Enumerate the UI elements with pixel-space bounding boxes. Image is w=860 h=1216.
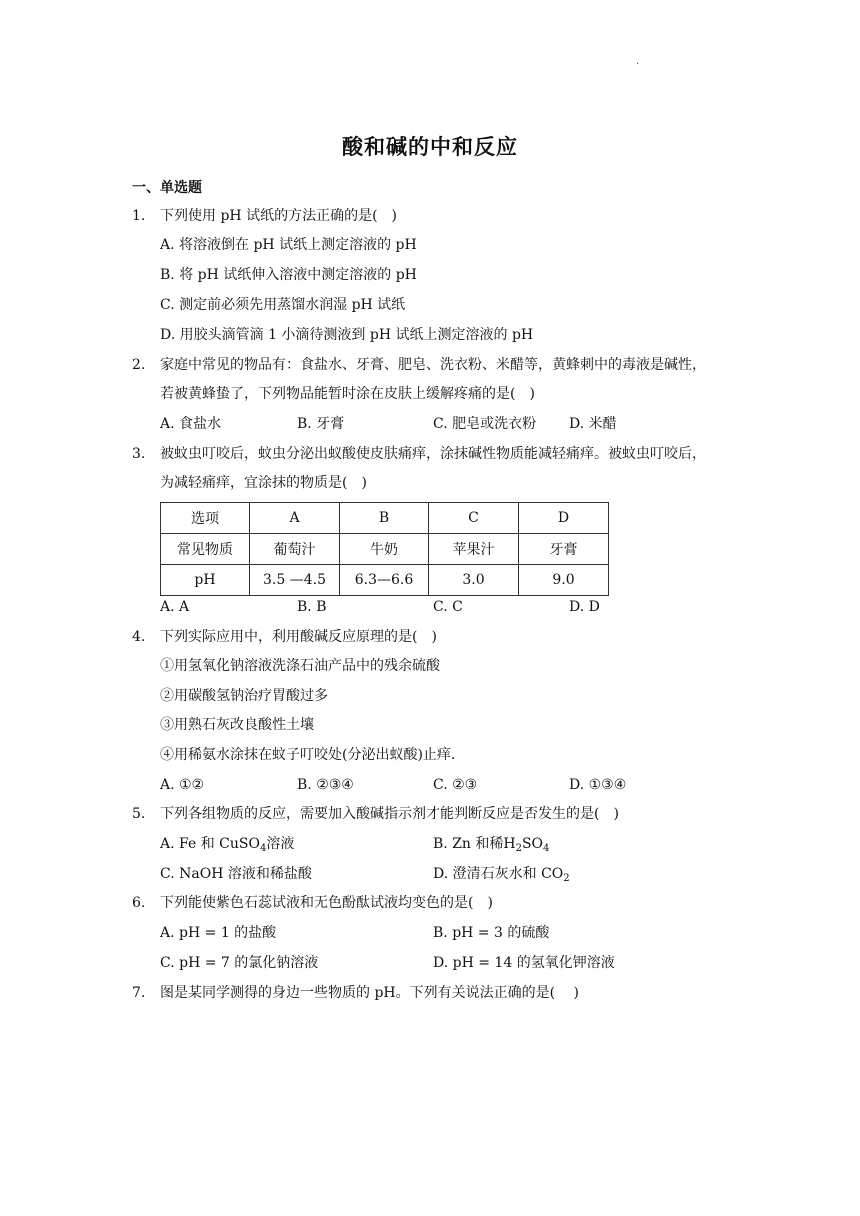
table-cell: 牛奶 — [340, 534, 429, 565]
table-cell: 3.5 —4.5 — [250, 565, 340, 596]
table-cell: 9.0 — [519, 565, 609, 596]
question-stem: 下列实际应用中，利用酸碱反应原理的是( ) — [160, 629, 437, 645]
option-a: A. 将溶液倒在 pH 试纸上测定溶液的 pH — [160, 237, 417, 253]
option-c: C. 肥皂或洗衣粉 — [433, 416, 537, 432]
option-c: C. 测定前必须先用蒸馏水润湿 pH 试纸 — [160, 297, 406, 313]
option-text: 溶液 — [266, 836, 295, 852]
option-a: A. 食盐水 — [160, 416, 222, 432]
option-d: D. 米醋 — [569, 416, 617, 432]
table-cell: 常见物质 — [161, 534, 250, 565]
question-stem: 图是某同学测得的身边一些物质的 pH。下列有关说法正确的是( ) — [160, 985, 579, 1001]
option-b: B. B — [297, 599, 327, 615]
option-c: C. NaOH 溶液和稀盐酸 — [160, 866, 312, 882]
option-b: B. ②③④ — [297, 777, 354, 793]
question-number: 3. — [132, 446, 146, 462]
table-row — [161, 534, 609, 565]
subscript: 4 — [543, 843, 550, 854]
table-cell: 选项 — [161, 503, 250, 534]
subscript: 2 — [563, 873, 570, 884]
option-d — [433, 864, 570, 884]
question-number: 2. — [132, 357, 146, 373]
table-cell: 牙膏 — [519, 534, 609, 565]
table-cell: 苹果汁 — [429, 534, 519, 565]
question-stem: 家庭中常见的物品有：食盐水、牙膏、肥皂、洗衣粉、米醋等，黄蜂刺中的毒液是碱性， — [160, 357, 706, 373]
option-a: A. A — [160, 599, 190, 615]
option-b — [433, 834, 549, 854]
option-b: B. 牙膏 — [297, 416, 345, 432]
statement-2: ②用碳酸氢钠治疗胃酸过多 — [160, 688, 328, 704]
ph-table — [160, 502, 609, 596]
option-d: D. 用胶头滴管滴 1 小滴待测液到 pH 试纸上测定溶液的 pH — [160, 327, 534, 343]
option-b: B. pH = 3 的硫酸 — [433, 925, 550, 941]
option-a: A. ①② — [160, 777, 205, 793]
page-title: 酸和碱的中和反应 — [342, 135, 518, 159]
table-cell: pH — [161, 565, 250, 596]
question-stem: 下列各组物质的反应，需要加入酸碱指示剂才能判断反应是否发生的是( ) — [160, 806, 619, 822]
option-d: D. pH = 14 的氢氧化钾溶液 — [433, 955, 615, 971]
question-stem: 下列能使紫色石蕊试液和无色酚酞试液均变色的是( ) — [160, 895, 493, 911]
option-b: B. 将 pH 试纸伸入溶液中测定溶液的 pH — [160, 267, 417, 283]
header-dot: . — [636, 56, 640, 67]
table-row — [161, 503, 609, 534]
statement-1: ①用氢氧化钠溶液洗涤石油产品中的残余硫酸 — [160, 658, 440, 674]
subscript: 4 — [259, 843, 267, 854]
option-c: C. C — [433, 599, 463, 615]
option-c: C. pH = 7 的氯化钠溶液 — [160, 955, 319, 971]
subscript: 2 — [515, 843, 522, 854]
table-cell: D — [519, 503, 609, 534]
option-c: C. ②③ — [433, 777, 478, 793]
table-cell: 3.0 — [429, 565, 519, 596]
question-stem: 下列使用 pH 试纸的方法正确的是( ) — [160, 208, 397, 224]
option-a: A. pH = 1 的盐酸 — [160, 925, 277, 941]
table-row — [161, 565, 609, 596]
statement-4: ④用稀氨水涂抹在蚊子叮咬处(分泌出蚁酸)止痒. — [160, 747, 456, 763]
question-number: 5. — [132, 806, 146, 822]
statement-3: ③用熟石灰改良酸性土壤 — [160, 717, 314, 733]
question-number: 4. — [132, 629, 146, 645]
table-cell: 6.3—6.6 — [340, 565, 429, 596]
table-cell: C — [429, 503, 519, 534]
question-stem: 被蚊虫叮咬后，蚊虫分泌出蚁酸使皮肤痛痒，涂抹碱性物质能减轻痛痒。被蚊虫叮咬后， — [160, 446, 706, 462]
option-text: SO — [521, 836, 544, 852]
table-cell: 葡萄汁 — [250, 534, 340, 565]
question-number: 7. — [132, 985, 146, 1001]
section-heading: 一、单选题 — [132, 180, 202, 196]
option-text: D. 澄清石灰水和 CO — [433, 866, 564, 882]
table-cell: A — [250, 503, 340, 534]
option-d: D. ①③④ — [569, 777, 627, 793]
option-a — [160, 834, 294, 854]
option-text: B. Zn 和稀H — [433, 836, 516, 852]
question-number: 1. — [132, 208, 146, 224]
option-d: D. D — [569, 599, 600, 615]
question-stem-cont: 为减轻痛痒，宜涂抹的物质是( ) — [160, 475, 367, 491]
question-stem-cont: 若被黄蜂蛰了，下列物品能暂时涂在皮肤上缓解疼痛的是( ) — [160, 386, 535, 402]
question-number: 6. — [132, 895, 146, 911]
option-text: A. Fe 和 CuSO — [160, 836, 260, 852]
table-cell: B — [340, 503, 429, 534]
